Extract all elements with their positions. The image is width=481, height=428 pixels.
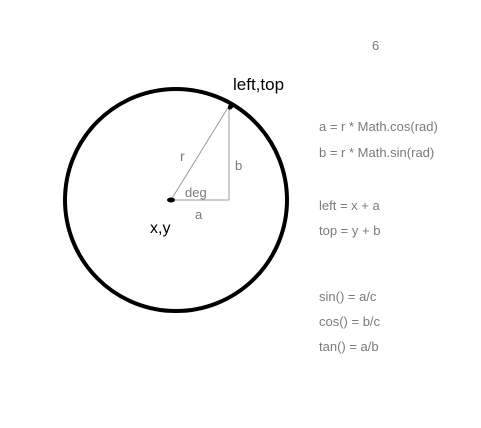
formula-b-sin: b = r * Math.sin(rad) — [319, 145, 435, 160]
formula-tan: tan() = a/b — [319, 339, 379, 354]
angle-label: deg — [185, 185, 207, 200]
adjacent-label: a — [195, 207, 203, 222]
formula-cos: cos() = b/c — [319, 314, 381, 329]
radius-label: r — [180, 148, 185, 164]
opposite-label: b — [235, 158, 243, 173]
formula-top: top = y + b — [319, 223, 381, 238]
center-label: x,y — [150, 220, 171, 237]
page-number: 6 — [372, 38, 380, 53]
formula-sin: sin() = a/c — [319, 289, 377, 304]
formula-a-cos: a = r * Math.cos(rad) — [319, 119, 438, 134]
point-label: left,top — [233, 75, 285, 94]
center-point — [167, 198, 175, 203]
formula-left: left = x + a — [319, 198, 380, 213]
